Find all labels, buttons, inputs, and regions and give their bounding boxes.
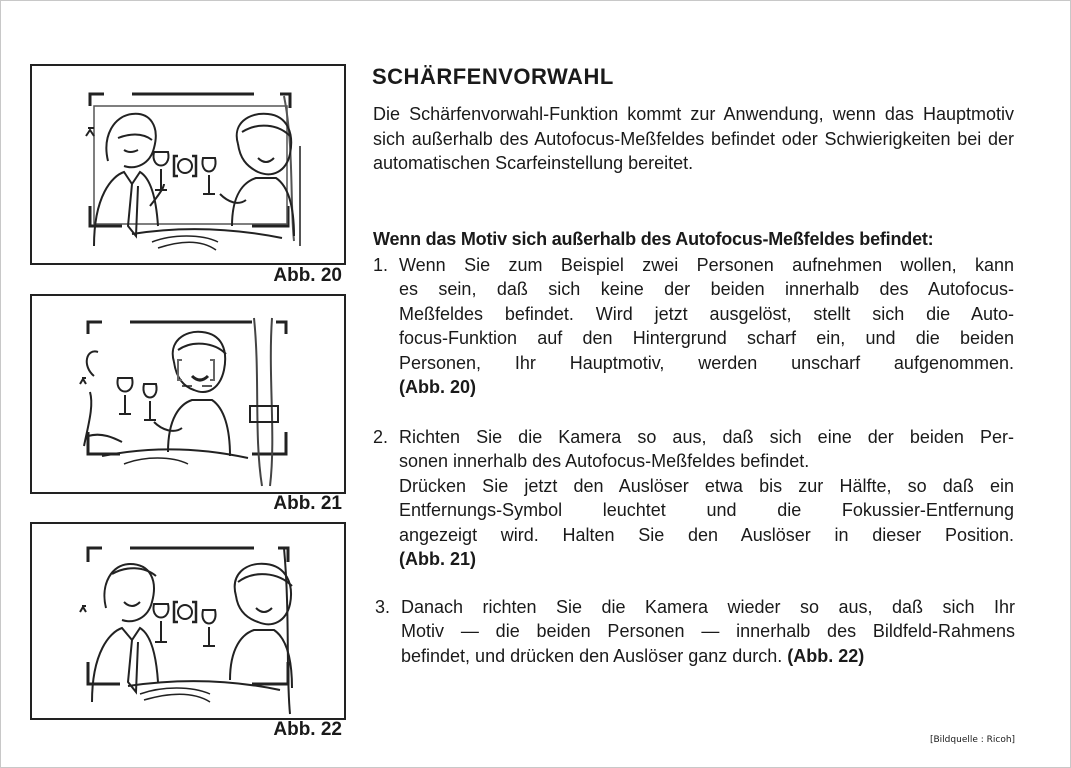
figure-reference: (Abb. 21) (399, 549, 477, 570)
figure-reference: (Abb. 22) (787, 645, 865, 666)
step-number: 3. (375, 597, 391, 617)
step-number: 1. (373, 255, 389, 275)
viewfinder-illustration-in-focus (32, 524, 344, 718)
step-line: Entfernungs-Symbol leuchtet und die Fokussier-Entfernung (399, 500, 1014, 521)
step-line: Richten Sie die Kamera so aus, daß sich eine der beiden Per- (399, 427, 1014, 447)
step-line: Drücken Sie jetzt den Auslöser etwa bis zur Hälfte, so daß ein (399, 475, 1014, 496)
page-title: SCHÄRFENVORWAHL (372, 64, 614, 89)
figure-caption: Abb. 20 (273, 265, 342, 286)
step-line: Meßfeldes befindet. Wird jetzt ausgelöst, stellt sich die Auto- (399, 303, 1014, 324)
step-line: Motiv — die beiden Personen — innerhalb des Bildfeld-Rahmens (401, 621, 1015, 642)
image-source-note: [Bildquelle : Ricoh] (930, 735, 1016, 745)
step-line: Personen, Ihr Hauptmotiv, werden unscharf aufgenommen. (399, 352, 1014, 373)
figure-abb-20 (30, 64, 346, 265)
viewfinder-illustration-out-of-focus (32, 66, 344, 263)
figure-caption: Abb. 21 (273, 493, 342, 514)
figure-reference: (Abb. 20) (399, 377, 477, 398)
step-line: focus-Funktion auf den Hintergrund scharf ein, und die beiden (399, 328, 1014, 349)
viewfinder-illustration-af-on-woman (32, 296, 344, 492)
step-line: es sein, daß sich keine der beiden innerhalb des Autofocus- (399, 279, 1014, 300)
figure-abb-22 (30, 522, 346, 720)
step-line: sonen innerhalb des Autofocus-Meßfeldes befindet. (399, 451, 810, 472)
intro-paragraph: Die Schärfenvorwahl-Funktion kommt zur Anwendung, wenn das Hauptmotiv sich außerhalb des Autofocus-Meßfeldes befindet oder Schwierigkeiten bei der automatischen Scarfeinstellung bereitet. (373, 104, 1014, 173)
section-subheading: Wenn das Motiv sich außerhalb des Autofocus-Meßfeldes befindet: (373, 229, 934, 249)
step-line: Wenn Sie zum Beispiel zwei Personen aufnehmen wollen, kann (399, 255, 1014, 275)
step-line: befindet, und drücken den Auslöser ganz durch. (401, 645, 783, 666)
step-line: Danach richten Sie die Kamera wieder so aus, daß sich Ihr (401, 597, 1015, 617)
figure-abb-21 (30, 294, 346, 494)
figure-caption: Abb. 22 (273, 719, 342, 740)
step-line: angezeigt wird. Halten Sie den Auslöser in dieser Position. (399, 524, 1014, 545)
step-number: 2. (373, 427, 389, 447)
